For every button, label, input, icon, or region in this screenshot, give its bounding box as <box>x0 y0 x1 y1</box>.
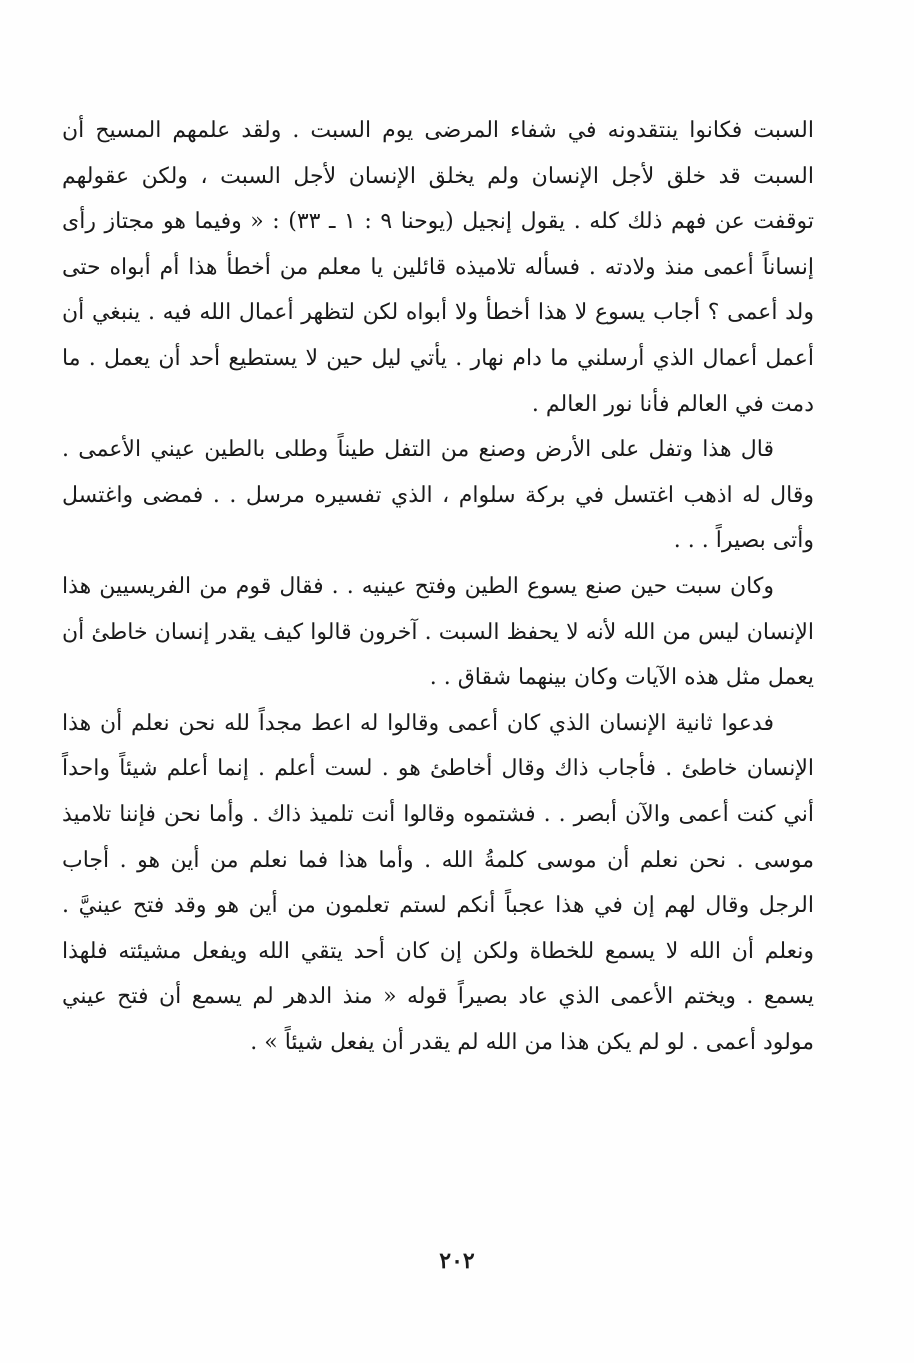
paragraph-2: قال هذا وتفل على الأرض وصنع من التفل طيناً وطلى بالطين عيني الأعمى . وقال له اذهب اغتسل في بركة سلوام ، الذي تفسيره مرسل . . فمضى واغتسل وأتى بصيراً . . . <box>62 437 814 554</box>
body-text <box>62 108 814 1065</box>
paragraph-4: فدعوا ثانية الإنسان الذي كان أعمى وقالوا له اعط مجداً لله نحن نعلم أن هذا الإنسان خاطئ . فأجاب ذاك وقال أخاطئ هو . لست أعلم . إنما أعلم شيئاً واحداً أني كنت أعمى والآن أبصر . . فشتموه وقالوا أنت تلميذ ذاك . وأما نحن فإننا تلاميذ موسى . نحن نعلم أن موسى كلمةُ الله . وأما هذا فما نعلم من أين هو . أجاب الرجل وقال لهم إن في هذا عجباً أنكم لستم تعلمون من أين هو وقد فتح عينيَّ . ونعلم أن الله لا يسمع للخطاة ولكن إن كان أحد يتقي الله ويفعل مشيئته فلهذا يسمع . ويختم الأعمى الذي عاد بصيراً قوله « منذ الدهر لم يسمع أن فتح عيني مولود أعمى . لو لم يكن هذا من الله لم يقدر أن يفعل شيئاً » . <box>62 710 814 1055</box>
paragraph-1: السبت فكانوا ينتقدونه في شفاء المرضى يوم السبت . ولقد علمهم المسيح أن السبت قد خلق لأجل الإنسان ولم يخلق الإنسان لأجل السبت ، ولكن عقولهم توقفت عن فهم ذلك كله . يقول إنجيل (يوحنا ٩ : ١ ـ ٣٣) : « وفيما هو مجتاز رأى إنساناً أعمى منذ ولادته . فسأله تلاميذه قائلين يا معلم من أخطأ هذا أم أبواه حتى ولد أعمى ؟ أجاب يسوع لا هذا أخطأ ولا أبواه لكن لتظهر أعمال الله فيه . ينبغي أن أعمل أعمال الذي أرسلني ما دام نهار . يأتي ليل حين لا يستطيع أحد أن يعمل . ما دمت في العالم فأنا نور العالم . <box>62 118 814 417</box>
paragraph-3: وكان سبت حين صنع يسوع الطين وفتح عينيه . . فقال قوم من الفريسيين هذا الإنسان ليس من الله لأنه لا يحفظ السبت . آخرون قالوا كيف يقدر إنسان خاطئ أن يعمل مثل هذه الآيات وكان بينهما شقاق . . <box>62 573 814 691</box>
page-number: ٢٠٢ <box>439 1248 475 1274</box>
